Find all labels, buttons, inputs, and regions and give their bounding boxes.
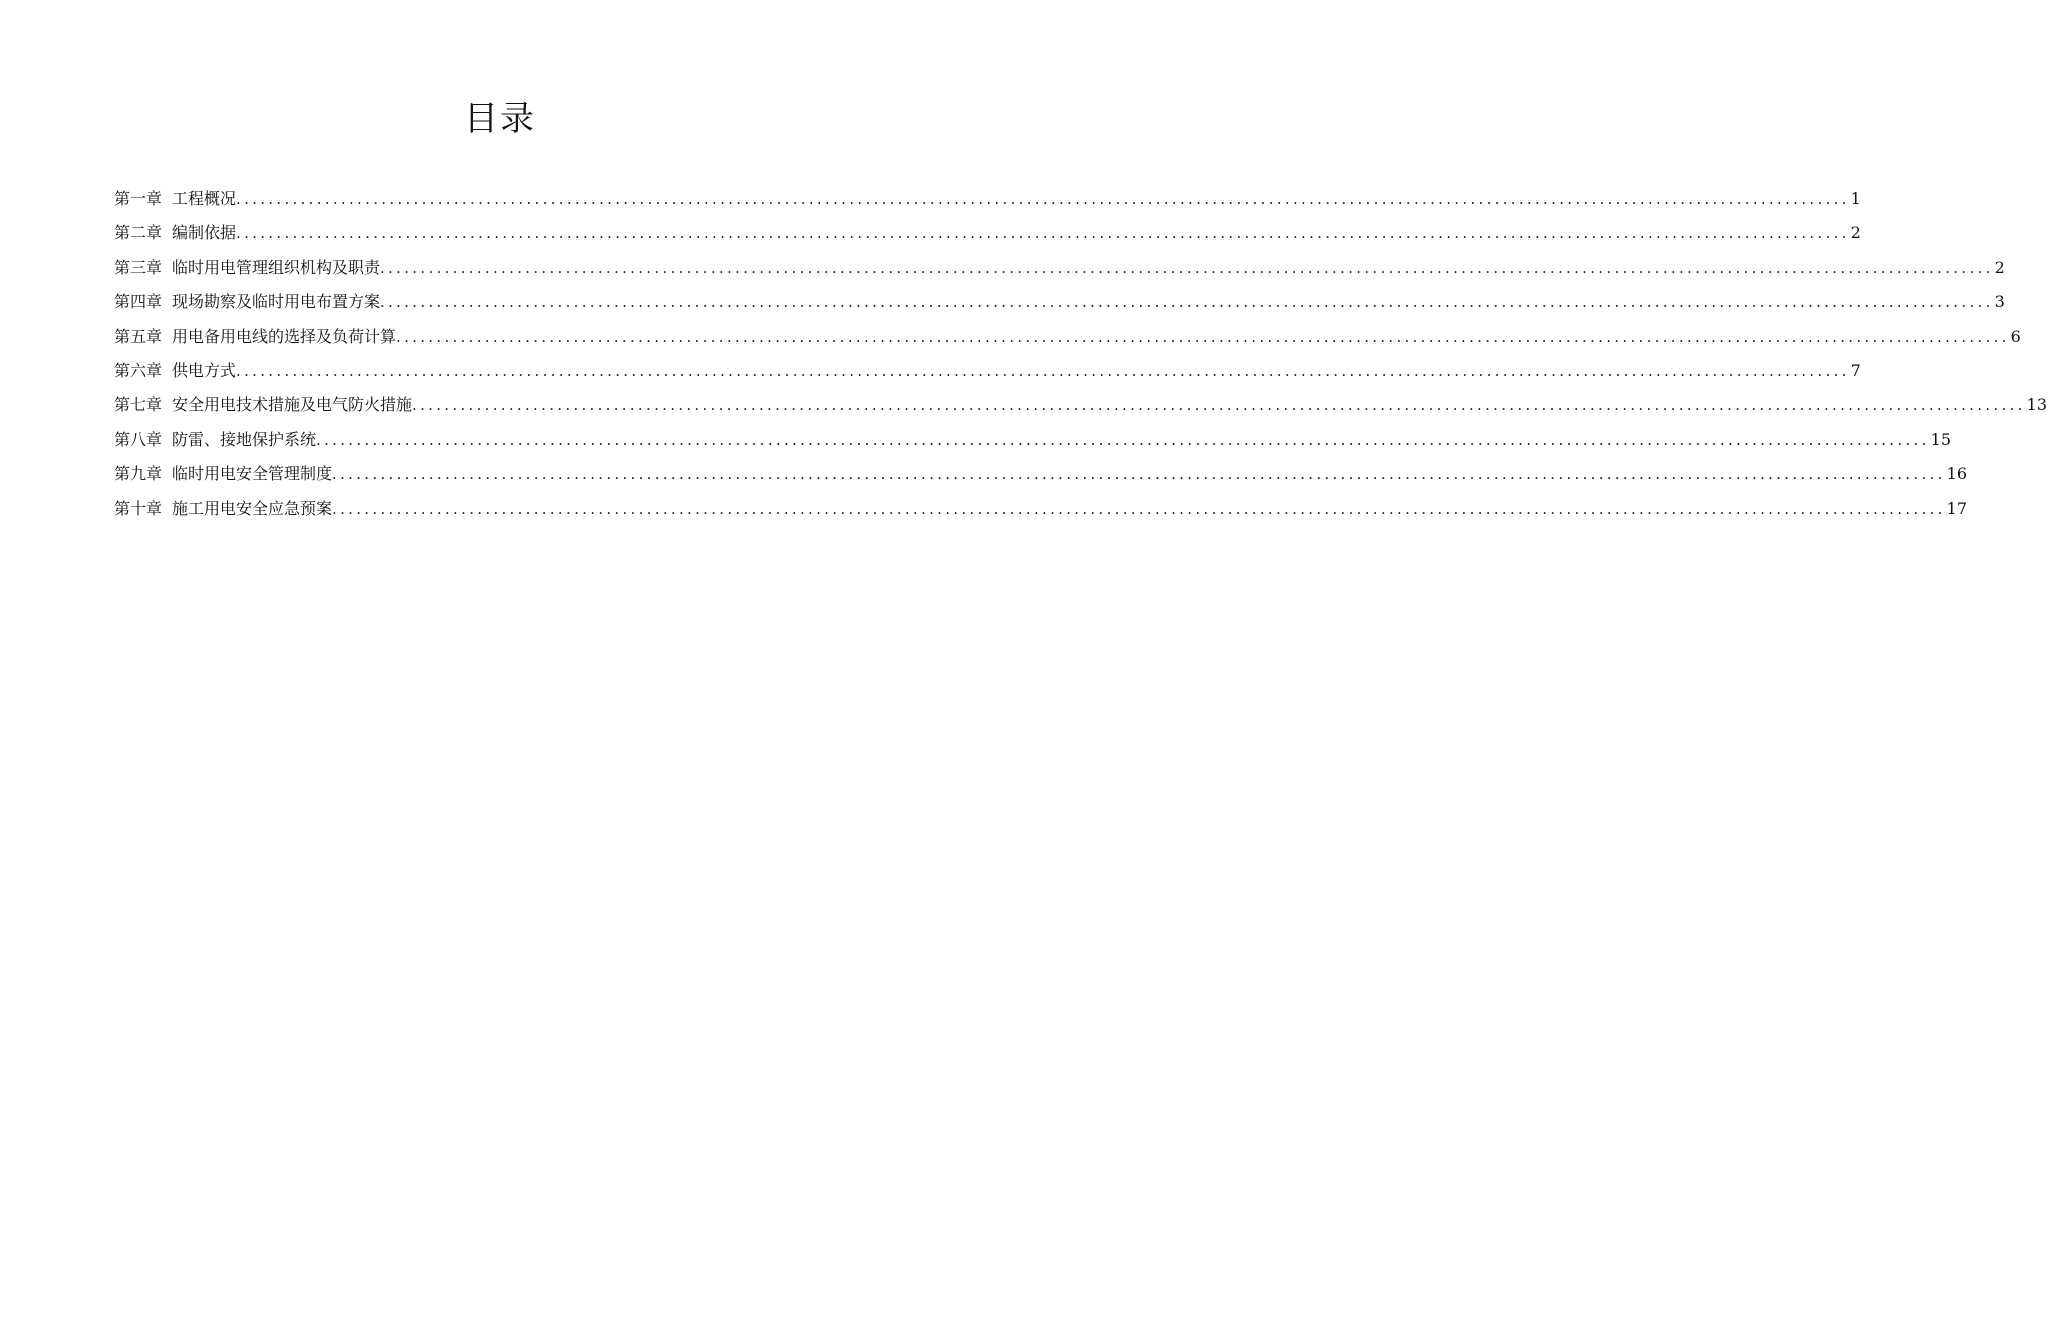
toc-chapter-heading: 现场勘察及临时用电布置方案 [172,292,381,312]
toc-entry[interactable] [114,216,1861,250]
toc-chapter-number: 第九章 [114,464,163,484]
toc-chapter-heading: 工程概况 [172,189,237,208]
toc-dot-leader: ........................................................................................................................................................................................................ [236,361,1850,380]
toc-entry[interactable] [114,182,1861,216]
toc-chapter-number: 第六章 [114,360,163,380]
toc-page-number: 16 [1946,464,1968,484]
toc-entry[interactable] [114,285,2005,319]
toc-dot-leader: ........................................................................................................................................................................................................ [396,327,2010,346]
toc-chapter-heading: 用电备用电线的选择及负荷计算 [172,326,397,346]
toc-entry[interactable] [114,388,2047,422]
toc-chapter-number: 第四章 [114,292,163,312]
toc-chapter-heading: 临时用电管理组织机构及职责 [172,257,381,277]
toc-page-number: 6 [2010,326,2021,346]
toc-title: 目录 [464,99,536,139]
toc-entry[interactable] [114,457,1968,491]
toc-dot-leader: ........................................................................................................................................................................................................ [412,396,2026,415]
toc-entry[interactable] [114,251,2005,285]
toc-chapter-number: 第八章 [114,429,163,449]
toc-entry[interactable] [114,423,1952,457]
toc-chapter-heading: 安全用电技术措施及电气防火措施 [172,395,413,415]
toc-list [114,182,2047,526]
toc-page-number: 1 [1850,189,1861,208]
toc-entry[interactable] [114,320,2021,354]
toc-page-number: 2 [1850,223,1861,243]
toc-chapter-heading: 施工用电安全应急预案 [172,498,333,518]
toc-page-number: 3 [1994,292,2005,312]
toc-page-number: 15 [1930,429,1952,449]
toc-chapter-heading: 临时用电安全管理制度 [172,464,333,484]
toc-chapter-number: 第七章 [114,395,163,415]
toc-page-number: 17 [1946,498,1968,518]
toc-dot-leader: ........................................................................................................................................................................................................ [236,224,1850,243]
toc-dot-leader: ........................................................................................................................................................................................................ [236,190,1850,208]
toc-dot-leader: ........................................................................................................................................................................................................ [380,293,1994,312]
toc-chapter-number: 第十章 [114,498,163,518]
toc-page-number: 2 [1994,257,2005,277]
toc-chapter-heading: 供电方式 [172,360,237,380]
toc-entry[interactable] [114,492,1968,526]
toc-dot-leader: ........................................................................................................................................................................................................ [332,465,1946,484]
toc-page-number: 7 [1850,360,1861,380]
toc-dot-leader: ........................................................................................................................................................................................................ [332,499,1946,518]
toc-chapter-number: 第二章 [114,223,163,243]
toc-chapter-number: 第五章 [114,326,163,346]
toc-chapter-number: 第一章 [114,189,163,208]
toc-dot-leader: ........................................................................................................................................................................................................ [316,430,1930,449]
toc-dot-leader: ........................................................................................................................................................................................................ [380,258,1994,277]
toc-chapter-heading: 防雷、接地保护系统 [172,429,317,449]
toc-page-number: 13 [2026,395,2047,415]
toc-chapter-heading: 编制依据 [172,223,237,243]
toc-entry[interactable] [114,354,1861,388]
toc-chapter-number: 第三章 [114,257,163,277]
